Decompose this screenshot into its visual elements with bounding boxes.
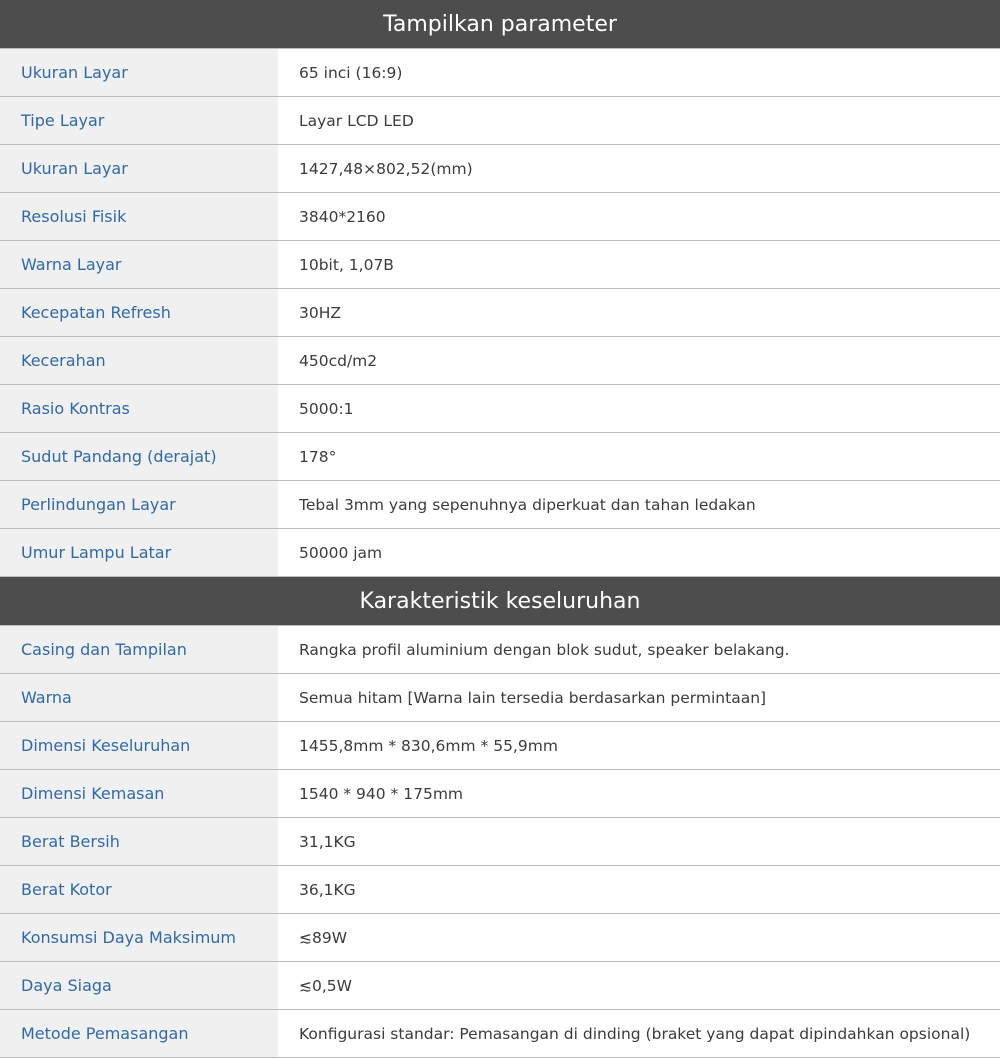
spec-row [0, 914, 1000, 962]
spec-value: 10bit, 1,07B [278, 241, 1000, 289]
spec-label: Ukuran Layar [0, 145, 278, 193]
spec-row [0, 385, 1000, 433]
spec-row [0, 722, 1000, 770]
spec-row [0, 289, 1000, 337]
spec-label: Kecepatan Refresh [0, 289, 278, 337]
spec-label: Umur Lampu Latar [0, 529, 278, 577]
spec-value: 50000 jam [278, 529, 1000, 577]
spec-label: Rasio Kontras [0, 385, 278, 433]
spec-label: Konsumsi Daya Maksimum [0, 914, 278, 962]
spec-value: 178° [278, 433, 1000, 481]
spec-label: Metode Pemasangan [0, 1010, 278, 1058]
spec-value: 65 inci (16:9) [278, 49, 1000, 97]
spec-label: Sudut Pandang (derajat) [0, 433, 278, 481]
spec-label: Dimensi Kemasan [0, 770, 278, 818]
spec-value: ≲89W [278, 914, 1000, 962]
spec-value: 31,1KG [278, 818, 1000, 866]
spec-value: Semua hitam [Warna lain tersedia berdasarkan permintaan] [278, 674, 1000, 722]
section-title: Karakteristik keseluruhan [0, 577, 1000, 626]
spec-value: 5000:1 [278, 385, 1000, 433]
spec-row [0, 241, 1000, 289]
spec-row [0, 145, 1000, 193]
section-title: Tampilkan parameter [0, 0, 1000, 49]
spec-row [0, 770, 1000, 818]
spec-label: Warna Layar [0, 241, 278, 289]
spec-label: Daya Siaga [0, 962, 278, 1010]
spec-label: Dimensi Keseluruhan [0, 722, 278, 770]
spec-row [0, 337, 1000, 385]
spec-label: Kecerahan [0, 337, 278, 385]
spec-row [0, 674, 1000, 722]
spec-value: 1540 * 940 * 175mm [278, 770, 1000, 818]
spec-label: Ukuran Layar [0, 49, 278, 97]
spec-row [0, 433, 1000, 481]
spec-row [0, 626, 1000, 674]
spec-value: Tebal 3mm yang sepenuhnya diperkuat dan tahan ledakan [278, 481, 1000, 529]
spec-row [0, 962, 1000, 1010]
section-overall-characteristics [0, 577, 1000, 1058]
spec-row [0, 97, 1000, 145]
spec-value: 30HZ [278, 289, 1000, 337]
spec-label: Resolusi Fisik [0, 193, 278, 241]
spec-row [0, 818, 1000, 866]
spec-row [0, 529, 1000, 577]
spec-row [0, 481, 1000, 529]
spec-value: 450cd/m2 [278, 337, 1000, 385]
section-header [0, 577, 1000, 626]
spec-row [0, 49, 1000, 97]
spec-value: 1455,8mm * 830,6mm * 55,9mm [278, 722, 1000, 770]
spec-label: Berat Kotor [0, 866, 278, 914]
spec-row [0, 193, 1000, 241]
section-header [0, 0, 1000, 49]
spec-value: 1427,48×802,52(mm) [278, 145, 1000, 193]
spec-value: Rangka profil aluminium dengan blok sudut, speaker belakang. [278, 626, 1000, 674]
spec-label: Tipe Layar [0, 97, 278, 145]
spec-row [0, 866, 1000, 914]
spec-value: 3840*2160 [278, 193, 1000, 241]
spec-label: Perlindungan Layar [0, 481, 278, 529]
spec-value: Konfigurasi standar: Pemasangan di dinding (braket yang dapat dipindahkan opsional) [278, 1010, 1000, 1058]
spec-value: Layar LCD LED [278, 97, 1000, 145]
spec-label: Casing dan Tampilan [0, 626, 278, 674]
spec-row [0, 1010, 1000, 1058]
spec-value: ≲0,5W [278, 962, 1000, 1010]
spec-value: 36,1KG [278, 866, 1000, 914]
spec-label: Warna [0, 674, 278, 722]
spec-label: Berat Bersih [0, 818, 278, 866]
